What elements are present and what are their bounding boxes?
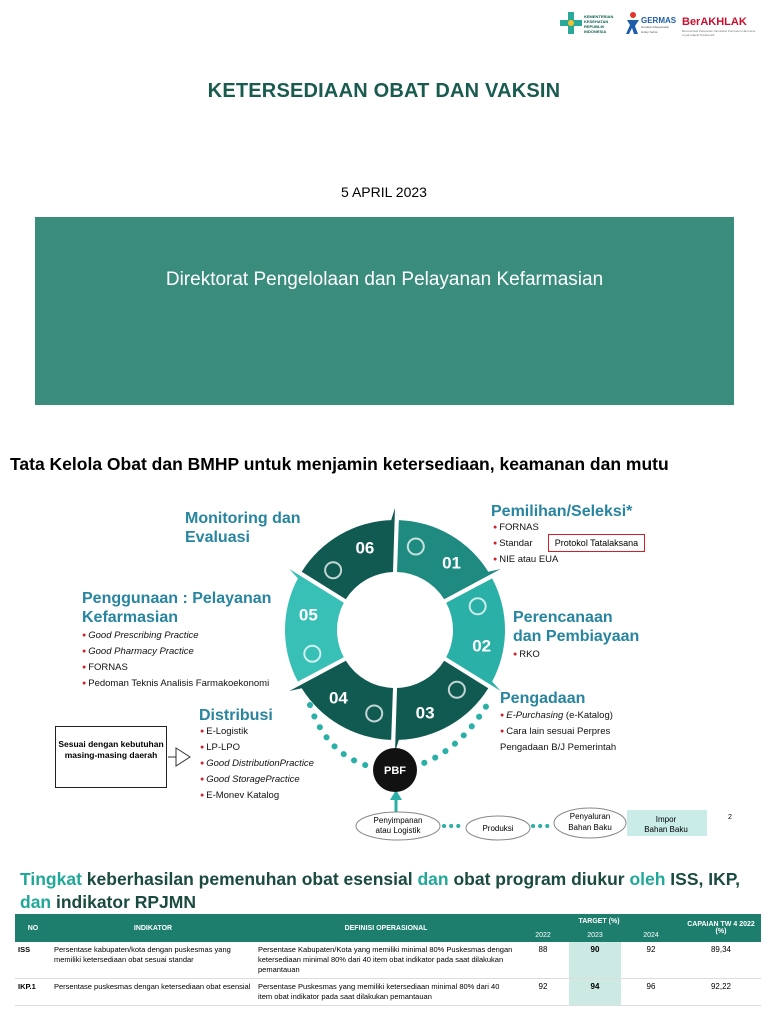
slide3-title bbox=[20, 868, 760, 914]
cell-target-2022: 88 bbox=[517, 942, 569, 979]
kemkes-logo bbox=[560, 10, 620, 40]
gdp-rest: Practice bbox=[279, 758, 314, 769]
title-part: ISS, IKP, bbox=[665, 869, 741, 889]
cycle-number-03: 03 bbox=[415, 703, 435, 723]
header-year: 2023 bbox=[569, 928, 621, 942]
perencanaan-list bbox=[513, 647, 540, 663]
cell-target-2023: 94 bbox=[569, 979, 621, 1006]
list-item: ● Cara lain sesuai Perpres bbox=[500, 724, 613, 740]
list-item: ● E-Monev Katalog bbox=[200, 788, 314, 804]
page-number: 2 bbox=[728, 814, 732, 821]
list-item: ● NIE atau EUA bbox=[493, 552, 558, 568]
list-item: ● RKO bbox=[513, 647, 540, 663]
e-purchasing-text: E-Purchasing bbox=[506, 710, 564, 721]
cycle-number-05: 05 bbox=[298, 605, 318, 625]
cell-target-2023: 90 bbox=[569, 942, 621, 979]
distribusi-heading: Distribusi bbox=[199, 707, 273, 724]
cell-definisi: Persentase Kabupaten/Kota yang memiliki minimal 80% Puskesmas dengan ketersediaan minimal 80% dari 40 item obat indikator pada saat dilakukan pemantauan bbox=[255, 942, 517, 979]
distribusi-list bbox=[200, 724, 314, 804]
monitoring-heading-line1: Monitoring dan bbox=[185, 510, 301, 527]
title-part: keberhasilan pemenuhan obat esensial bbox=[81, 869, 418, 889]
kebutuhan-daerah-box: Sesuai dengan kebutuhan masing-masing daerah bbox=[55, 726, 167, 788]
list-item: ● Good Prescribing Practice bbox=[82, 628, 269, 644]
cycle-number-01: 01 bbox=[442, 553, 462, 573]
list-item bbox=[500, 708, 613, 724]
title-part: obat program diukur bbox=[448, 869, 630, 889]
germas-figure-icon bbox=[626, 12, 640, 34]
cycle-number-02: 02 bbox=[472, 636, 492, 656]
cell-capaian: 92,22 bbox=[681, 979, 761, 1006]
header-capaian: CAPAIAN TW 4 2022 (%) bbox=[681, 914, 761, 942]
cell-target-2024: 96 bbox=[621, 979, 681, 1006]
berakhlak-logo-subtext: Berorientasi Pelayanan Akuntabel Kompeten Harmonis Loyal Adaptif Kolaboratif bbox=[682, 29, 756, 37]
perencanaan-heading-line2: dan Pembiayaan bbox=[513, 628, 640, 645]
produksi-label: Produksi bbox=[482, 824, 514, 833]
penggunaan-heading-line2: Kefarmasian bbox=[82, 609, 179, 626]
list-item: ● FORNAS bbox=[493, 520, 558, 536]
slide1-title: KETERSEDIAAN OBAT DAN VAKSIN bbox=[207, 80, 561, 102]
cell-target-2022: 92 bbox=[517, 979, 569, 1006]
penyaluran-label-2: Bahan Baku bbox=[568, 823, 612, 832]
title-part: indikator RPJMN bbox=[51, 892, 197, 912]
penyimpanan-label-1: Penyimpanan bbox=[373, 816, 423, 825]
perencanaan-heading bbox=[513, 608, 639, 646]
cell-no: ISS bbox=[15, 942, 51, 979]
cycle-segments bbox=[285, 508, 505, 752]
title-part: Tingkat bbox=[20, 869, 82, 889]
cell-indikator: Persentase puskesmas dengan ketersediaan obat esensial bbox=[51, 979, 255, 1006]
slide2-title: Tata Kelola Obat dan BMHP untuk menjamin ketersediaan, keamanan dan mutu bbox=[10, 454, 669, 474]
banner-text: Direktorat Pengelolaan dan Pelayanan Kefarmasian bbox=[165, 269, 604, 290]
indicator-table bbox=[15, 914, 761, 1006]
header-no: NO bbox=[15, 914, 51, 942]
list-item: ● Pedoman Teknis Analisis Farmakoekonomi bbox=[82, 676, 269, 692]
berakhlak-logo bbox=[678, 10, 760, 40]
germas-logo-text: GERMAS bbox=[641, 16, 677, 25]
penggunaan-list bbox=[82, 628, 269, 692]
pengadaan-heading: Pengadaan bbox=[500, 690, 586, 707]
gsp-italic: Good Storage bbox=[206, 774, 266, 785]
gdp-italic: Good Distribution bbox=[206, 758, 280, 769]
cell-indikator: Persentase kabupaten/kota dengan puskesmas yang memiliki ketersediaan obat sesuai standar bbox=[51, 942, 255, 979]
kebutuhan-arrow-head bbox=[176, 748, 190, 766]
monitoring-heading bbox=[185, 509, 301, 547]
header-logos bbox=[560, 10, 760, 42]
cell-no: IKP.1 bbox=[15, 979, 51, 1006]
penyaluran-label-1: Penyaluran bbox=[569, 812, 611, 821]
table-row bbox=[15, 942, 761, 979]
penyimpanan-label-2: atau Logistik bbox=[375, 826, 421, 835]
list-item: ● FORNAS bbox=[82, 660, 269, 676]
list-item: ● Standar bbox=[493, 536, 558, 552]
list-item bbox=[200, 772, 314, 788]
title-part: dan bbox=[417, 869, 449, 889]
penggunaan-heading bbox=[82, 589, 271, 627]
cell-capaian: 89,34 bbox=[681, 942, 761, 979]
table-row bbox=[15, 979, 761, 1006]
germas-logo bbox=[626, 10, 676, 40]
pengadaan-list bbox=[500, 708, 613, 740]
cell-definisi: Persentase Puskesmas yang memiliki ketersediaan minimal 80% dari 40 item obat indikator pada saat dilakukan pemantauan bbox=[255, 979, 517, 1006]
header-indikator: INDIKATOR bbox=[51, 914, 255, 942]
slide1-banner bbox=[35, 217, 734, 405]
germas-logo-subtext: Gerakan Masyarakat Hidup Sehat bbox=[641, 25, 669, 34]
kemkes-emblem-icon bbox=[560, 12, 582, 34]
header-target: TARGET (%) bbox=[517, 914, 681, 928]
pemilihan-heading: Pemilihan/Seleksi* bbox=[491, 503, 633, 520]
list-item: ● LP-LPO bbox=[200, 740, 314, 756]
pengadaan-continuation: Pengadaan B/J Pemerintah bbox=[500, 742, 617, 753]
list-item: ● E-Logistik bbox=[200, 724, 314, 740]
impor-label-1: Impor bbox=[655, 815, 677, 824]
slide1-date: 5 APRIL 2023 bbox=[341, 184, 427, 200]
cycle-number-06: 06 bbox=[355, 538, 375, 558]
header-definisi: DEFINISI OPERASIONAL bbox=[255, 914, 517, 942]
cell-target-2024: 92 bbox=[621, 942, 681, 979]
title-part: dan bbox=[20, 892, 52, 912]
perencanaan-heading-line1: Perencanaan bbox=[513, 609, 613, 626]
e-katalog-text: (e-Katalog) bbox=[563, 710, 613, 721]
list-item bbox=[200, 756, 314, 772]
title-part: oleh bbox=[629, 869, 666, 889]
list-item: ● Good Pharmacy Practice bbox=[82, 644, 269, 660]
impor-label-2: Bahan Baku bbox=[644, 825, 688, 834]
berakhlak-logo-text: BerAKHLAK bbox=[682, 16, 747, 28]
monitoring-heading-line2: Evaluasi bbox=[185, 529, 250, 546]
kemkes-logo-text: KEMENTERIAN KESEHATAN REPUBLIK INDONESIA bbox=[584, 14, 614, 34]
protokol-tatalaksana-box: Protokol Tatalaksana bbox=[548, 534, 645, 552]
cycle-number-04: 04 bbox=[328, 688, 348, 708]
penggunaan-heading-line1: Penggunaan : Pelayanan bbox=[82, 590, 272, 607]
pbf-label: PBF bbox=[384, 765, 406, 777]
header-year: 2022 bbox=[517, 928, 569, 942]
header-year: 2024 bbox=[621, 928, 681, 942]
gsp-rest: Practice bbox=[265, 774, 300, 785]
